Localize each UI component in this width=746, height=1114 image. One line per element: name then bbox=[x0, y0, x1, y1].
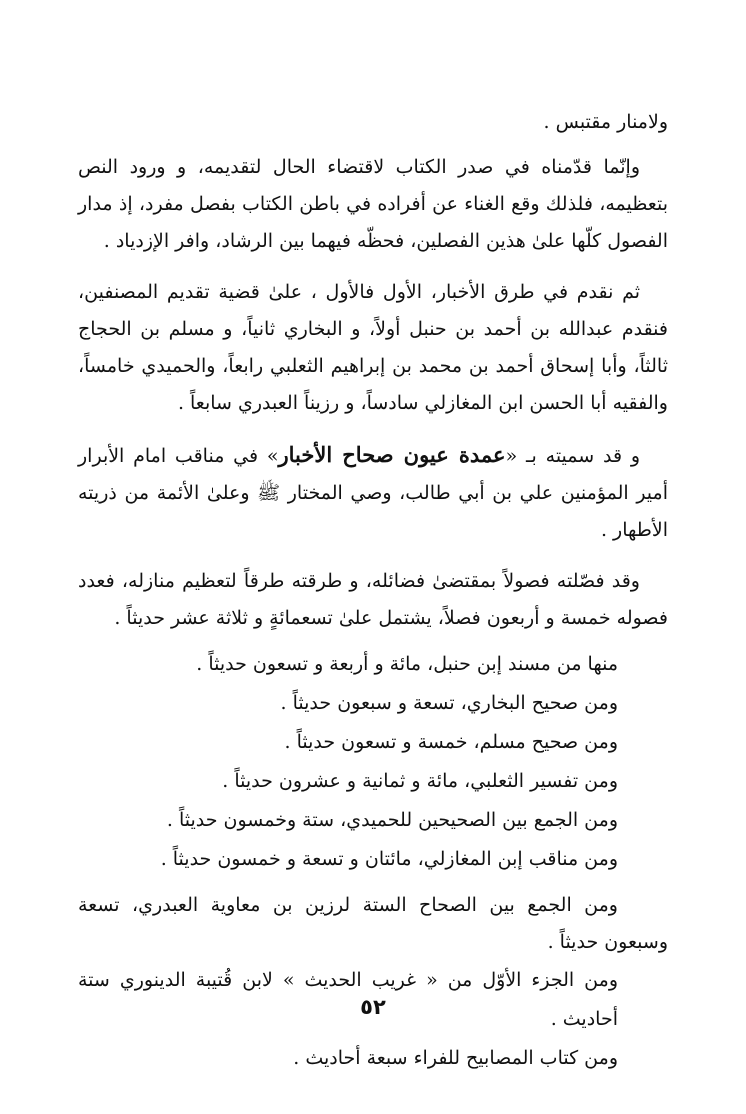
page-number: ٥٢ bbox=[360, 995, 386, 1019]
book-title: عمدة عيون صحاح الأخبار bbox=[278, 442, 506, 467]
list-item: ومن الجمع بين الصحيحين للحميدي، ستة وخمسون حديثاً . bbox=[166, 809, 618, 831]
paragraph-5: ومن الجمع بين الصحاح الستة لرزين بن معاوية العبدري، تسعة وسبعون حديثاً . bbox=[78, 894, 668, 953]
paragraph-3-after: » في مناقب امام الأبرار أمير المؤمنين علي بن أبي طالب، وصي المختار ﷺ وعلىٰ الأئمة من ذريته الأطهار . bbox=[78, 445, 668, 541]
paragraph-2: ثم نقدم في طرق الأخبار، الأول فالأول ، علىٰ قضية تقديم المصنفين، فنقدم عبدالله بن أحمد بن حنبل أولاً، و البخاري ثانياً، و مسلم بن الحجاج ثالثاً، وأبا إسحاق أحمد بن محمد بن إبراهيم الثعلبي رابعاً، والحميدي خامساً، والفقيه أبا الحسن ابن المغازلي سادساً، و رزيناً العبدري سابعاً . bbox=[78, 281, 668, 414]
list-item: ومن تفسير الثعلبي، مائة و ثمانية و عشرون حديثاً . bbox=[222, 770, 618, 792]
list-item: ومن كتاب المصابيح للفراء سبعة أحاديث . bbox=[293, 1047, 618, 1069]
list-item: ومن الجزء الأوّل من « غريب الحديث » لابن قُتيبة الدينوري ستة أحاديث . bbox=[78, 969, 618, 1030]
paragraph-3-before: و قد سميته بـ « bbox=[505, 445, 640, 467]
source-list bbox=[78, 645, 668, 879]
intro-line: ولامنار مقتبس . bbox=[543, 111, 668, 133]
list-item: ومن صحيح البخاري، تسعة و سبعون حديثاً . bbox=[280, 692, 618, 714]
list-item: ومن صحيح مسلم، خمسة و تسعون حديثاً . bbox=[284, 731, 618, 753]
list-item: ومن مناقب إبن المغازلي، مائتان و تسعة و خمسون حديثاً . bbox=[160, 848, 618, 870]
source-list-2 bbox=[78, 961, 668, 1078]
paragraph-3 bbox=[78, 436, 668, 549]
paragraph-4: وقد فصّلته فصولاً بمقتضىٰ فضائله، و طرقته طرقاً لتعظيم منازله، فعدد فصوله خمسة و أربعون فصلاً، يشتمل علىٰ تسعمائةٍ و ثلاثة عشر حديثاً . bbox=[78, 570, 668, 629]
main-text bbox=[78, 104, 668, 1078]
list-item: منها من مسند إبن حنبل، مائة و أربعة و تسعون حديثاً . bbox=[196, 653, 618, 675]
paragraph-1: وإنّما قدّمناه في صدر الكتاب لاقتضاء الحال لتقديمه، و ورود النص بتعظيمه، فلذلك وقع الغناء عن أفراده في باطن الكتاب بفصل مفرد، إذ مدار الفصول كلّها علىٰ هذين الفصلين، فحظّه فيهما بين الرشاد، وافر الإزدياد . bbox=[78, 156, 668, 252]
